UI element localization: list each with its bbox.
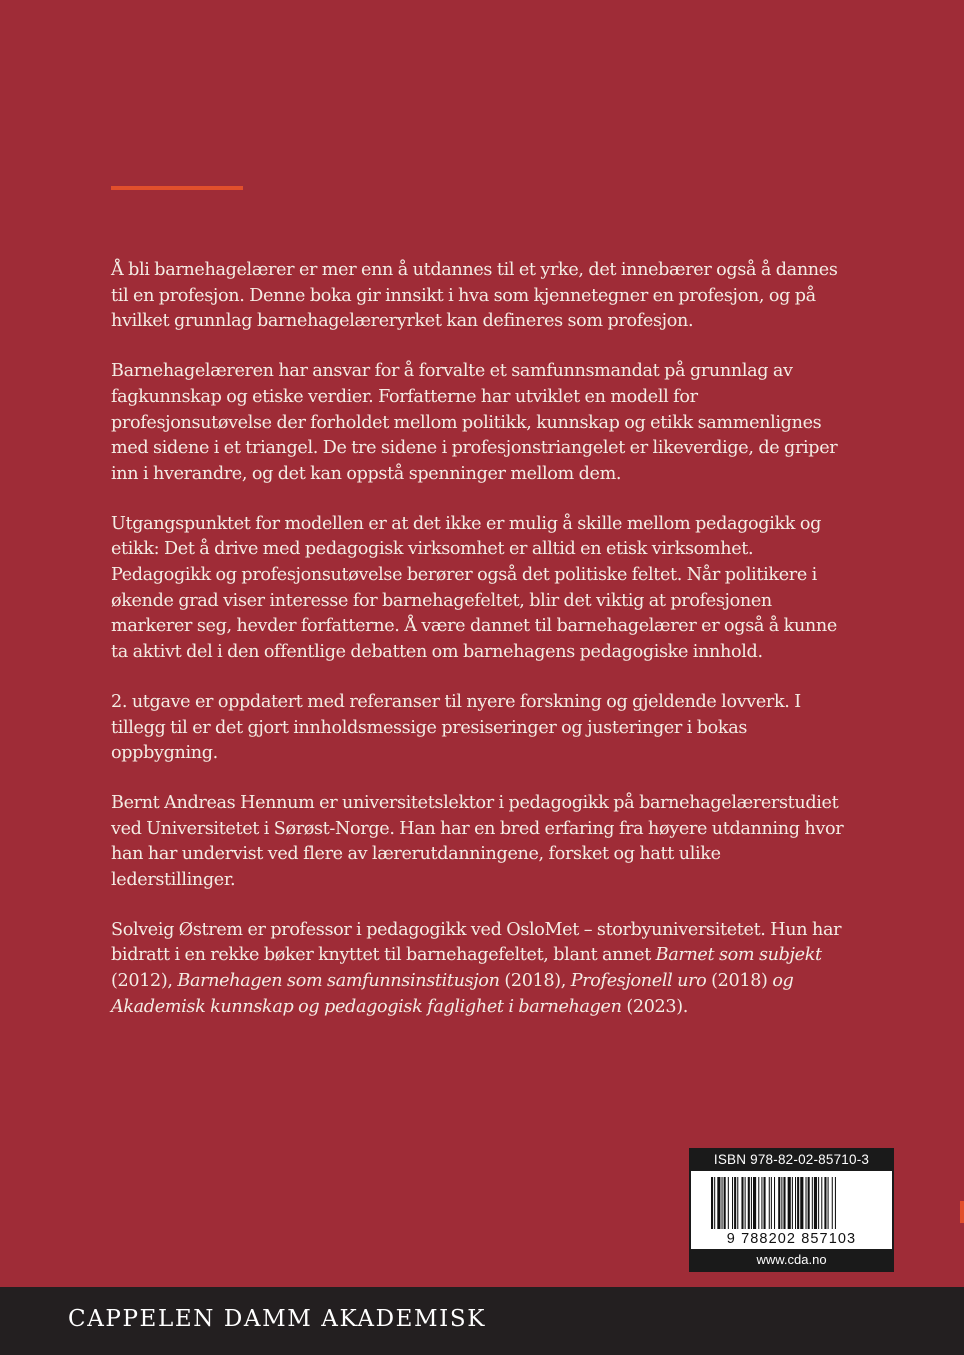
blurb-paragraph-model: Utgangspunktet for modellen er at det ikke er mulig å skille mellom pedagogikk og etikk: Det å drive med pedagogisk virksomhet er alltid en etisk virksomhet. Pedagogikk og profesjonsutøvelse berører også det politiske feltet. Når politikere i økende grad viser interesse for barnehagefeltet, blir det viktig at profesjonen markerer seg, hevder forfatterne. Å være dannet til barnehagelærer er også å kunne ta aktivt del i den offentlige debatten om barnehagens pedagogiske innhold. — [111, 513, 837, 663]
barcode-digits: 9 788202 857103 — [691, 1229, 892, 1249]
bio-text: (2023). — [621, 996, 688, 1017]
barcode — [691, 1171, 892, 1249]
book-title: Profesjonell uro — [570, 971, 707, 992]
bio-text: (2018) — [706, 971, 773, 992]
author-bio-ostrem — [111, 918, 846, 1021]
book-title: og Akademisk kunnskap og pedagogisk faglighet i barnehagen — [111, 971, 794, 1017]
back-cover-blurb — [111, 258, 846, 1045]
publisher-logo: CAPPELEN DAMM AKADEMISK — [68, 1306, 486, 1332]
publisher-website: www.cda.no — [756, 1252, 827, 1267]
isbn-label: ISBN 978-82-02-85710-3 — [713, 1152, 870, 1167]
bio-text: Solveig Østrem er professor i pedagogikk ved OsloMet – storbyuniversitetet. Hun har bidratt i en rekke bøker knyttet til barnehagefeltet, blant annet — [111, 919, 842, 966]
accent-rule — [111, 186, 243, 190]
blurb-paragraph-edition: 2. utgave er oppdatert med referanser til nyere forskning og gjeldende lovverk. I tillegg til er det gjort innholdsmessige presiseringer og justeringer i bokas oppbygning. — [111, 691, 801, 764]
bio-text: (2012), — [111, 971, 178, 992]
author-bio-hennum: Bernt Andreas Hennum er universitetslektor i pedagogikk på barnehagelærerstudiet ved Universitetet i Sørøst-Norge. Han har en bred erfaring fra høyere utdanning hvor han har undervist ved flere av lærerutdanningene, forsket og hatt ulike lederstillinger. — [111, 792, 844, 891]
publisher-footer — [0, 1287, 964, 1355]
barcode-bars-icon — [711, 1177, 872, 1235]
book-title: Barnehagen som samfunnsinstitusjon — [177, 971, 500, 992]
book-title: Barnet som subjekt — [655, 945, 822, 966]
blurb-paragraph-intro: Å bli barnehagelærer er mer enn å utdannes til et yrke, det innebærer også å dannes til en profesjon. Denne boka gir innsikt i hva som kjennetegner en profesjon, og på hvilket grunnlag barnehagelæreryrket kan defineres som profesjon. — [111, 260, 838, 332]
blurb-paragraph-mandate: Barnehagelæreren har ansvar for å forvalte et samfunnsmandat på grunnlag av fagkunnskap og etiske verdier. Forfatterne har utviklet en modell for profesjonsutøvelse der forholdet mellom politikk, kunnskap og etikk sammenlignes med sidene i et triangel. De tre sidene i profesjonstriangelet er likeverdige, de griper inn i hverandre, og det kan oppstå spenninger mellom dem. — [111, 361, 838, 484]
spine-edge-mark — [960, 1201, 964, 1223]
bio-text: (2018), — [499, 971, 571, 992]
isbn-barcode-block — [689, 1148, 894, 1272]
